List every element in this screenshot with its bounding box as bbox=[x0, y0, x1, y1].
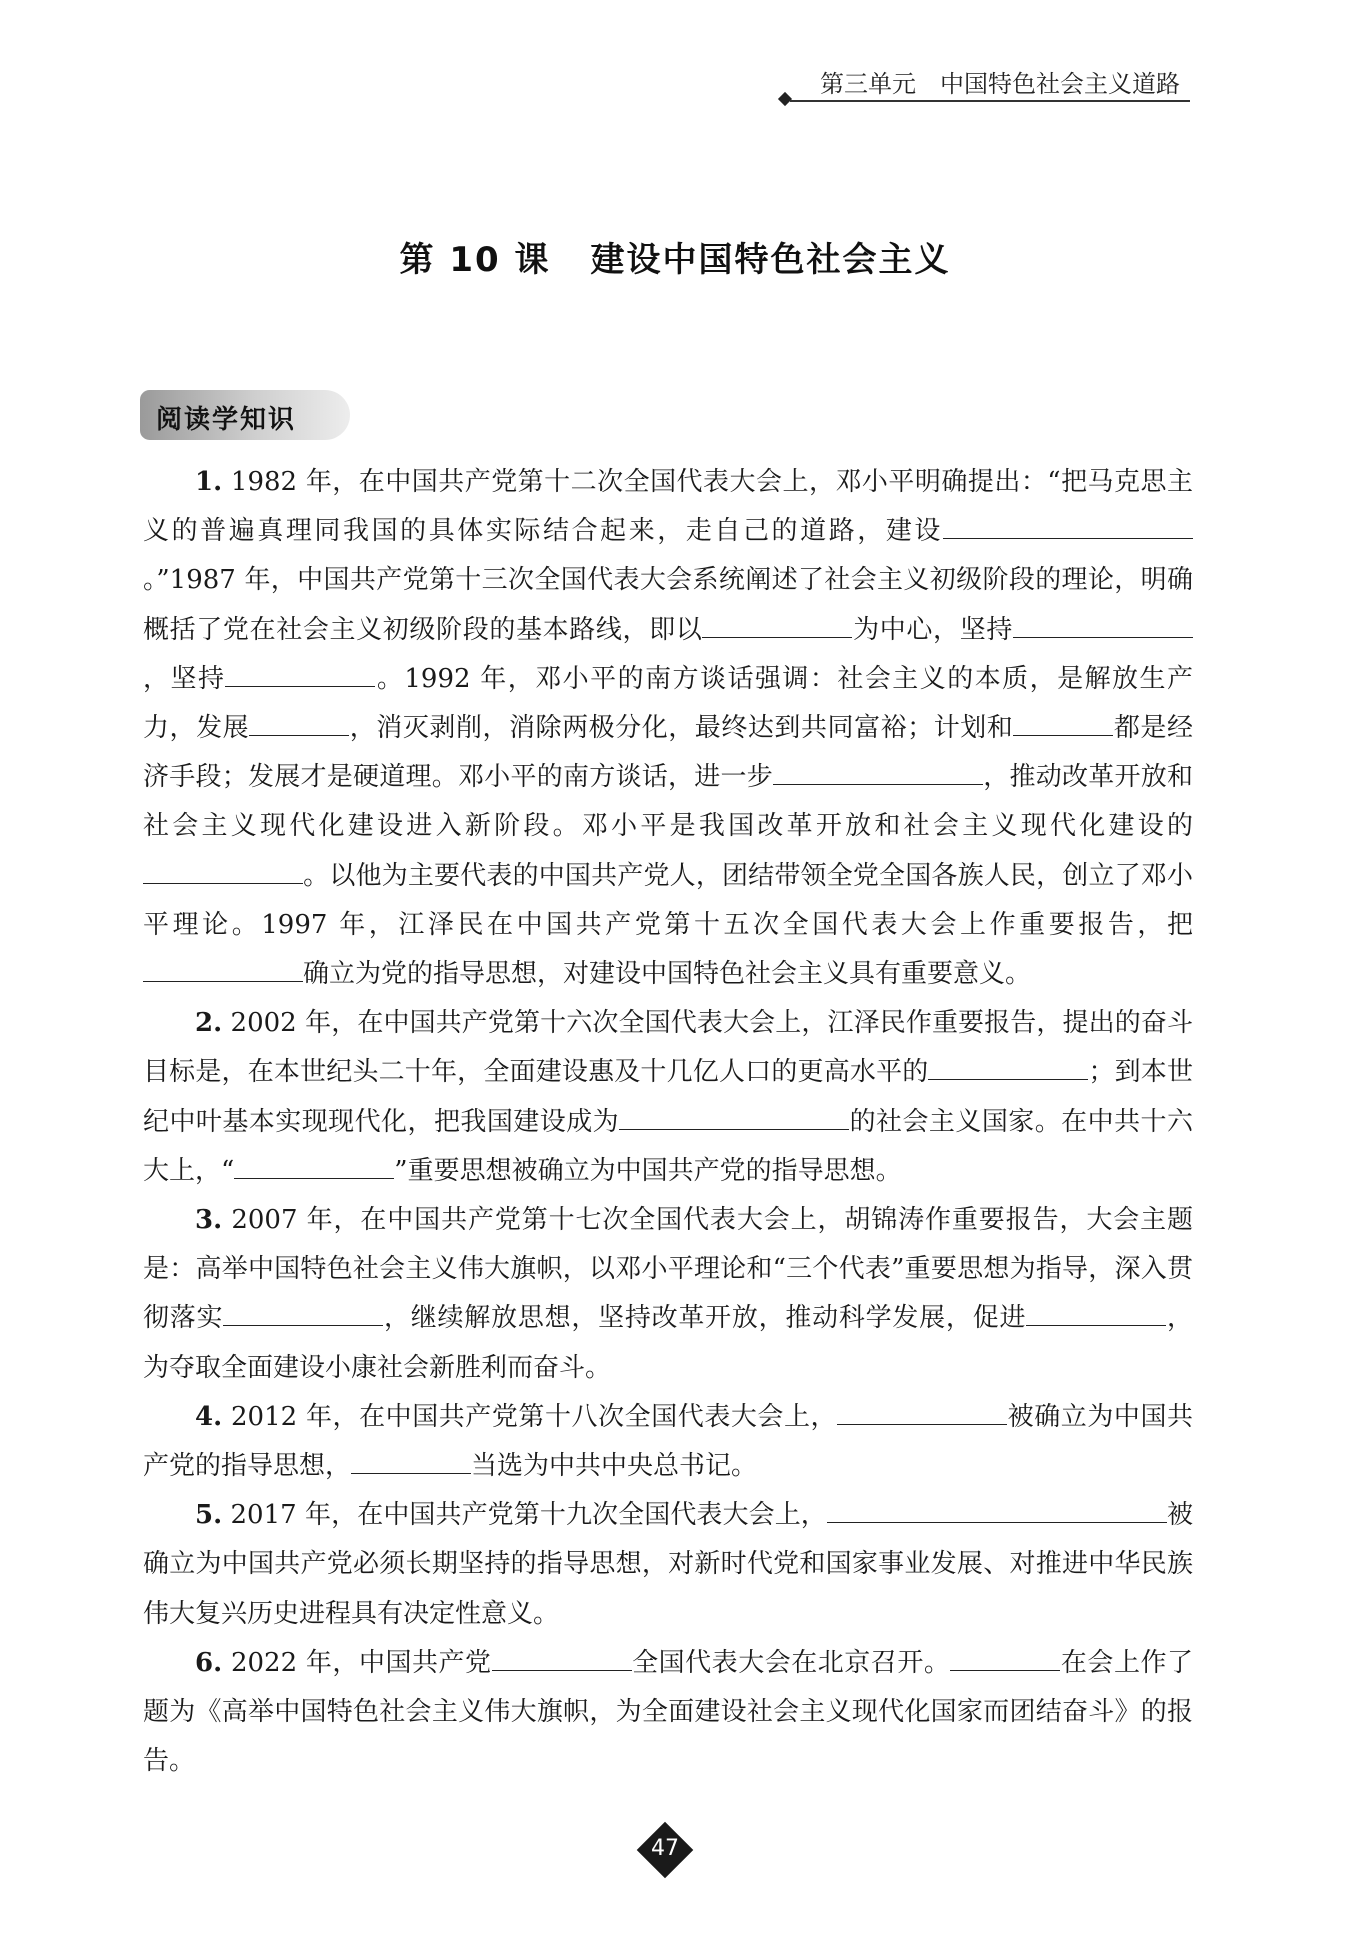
section-tag-label: 阅读学知识 bbox=[156, 405, 297, 435]
question-text: 被确立为中国共产党必须长期坚持的指导思想，对新时代党和国家事业发展、对推进中华民族伟大复兴历史进程具有决定性意义。 bbox=[143, 1500, 1193, 1629]
question-text: 1982 年，在中国共产党第十二次全国代表大会上，邓小平明确提出：“把马克思主义的普遍真理同我国的具体实际结合起来，走自己的道路，建设 bbox=[143, 467, 1193, 547]
question-3 bbox=[143, 1196, 1193, 1393]
answer-blank[interactable] bbox=[492, 1643, 632, 1671]
section-tag bbox=[140, 390, 350, 440]
question-1 bbox=[143, 458, 1193, 999]
lesson-name: 建设中国特色社会主义 bbox=[590, 240, 951, 280]
question-number: 2. bbox=[195, 1008, 223, 1039]
question-5 bbox=[143, 1491, 1193, 1639]
answer-blank[interactable] bbox=[225, 659, 375, 687]
answer-blank[interactable] bbox=[351, 1446, 471, 1474]
question-text: 。”1987 年，中国共产党第十三次全国代表大会系统阐述了社会主义初级阶段的理论，明确概括了党在社会主义初级阶段的基本路线，即以 bbox=[143, 565, 1193, 645]
answer-blank[interactable] bbox=[928, 1052, 1088, 1080]
answer-blank[interactable] bbox=[249, 708, 349, 736]
question-number: 6. bbox=[195, 1647, 223, 1678]
header-rule bbox=[790, 100, 1190, 102]
question-text: ；到本世纪中叶基本实现现代化，把我国建设成为 bbox=[143, 1057, 1193, 1137]
question-text: 确立为党的指导思想，对建设中国特色社会主义具有重要意义。 bbox=[303, 959, 1032, 990]
question-text: 在会上作了题为《高举中国特色社会主义伟大旗帜，为全面建设社会主义现代化国家而团结奋斗》的报告。 bbox=[143, 1647, 1193, 1777]
page-number-text: 47 bbox=[651, 1836, 679, 1861]
lesson-title bbox=[0, 232, 1350, 281]
question-text: 2002 年，在中国共产党第十六次全国代表大会上，江泽民作重要报告，提出的奋斗目标是，在本世纪头二十年，全面建设惠及十几亿人口的更高水平的 bbox=[143, 1008, 1194, 1088]
answer-blank[interactable] bbox=[943, 511, 1193, 539]
answer-blank[interactable] bbox=[1013, 609, 1193, 637]
question-text: 。1992 年，邓小平的南方谈话强调：社会主义的本质，是解放生产力，发展 bbox=[143, 663, 1193, 744]
exercise-content bbox=[143, 458, 1193, 1786]
question-text: 2022 年，中国共产党 bbox=[230, 1647, 492, 1678]
lesson-number: 第 10 课 bbox=[399, 240, 551, 280]
question-number: 5. bbox=[195, 1500, 223, 1531]
question-text: 被确立为中国共产党的指导思想， bbox=[143, 1401, 1194, 1482]
question-text: ，坚持 bbox=[143, 663, 226, 694]
unit-label: 第三单元 bbox=[820, 70, 916, 98]
question-number: 1. bbox=[195, 467, 223, 497]
question-text: 。以他为主要代表的中国共产党人，团结带领全党全国各族人民，创立了邓小平理论。1997 年，江泽民在中国共产党第十五次全国代表大会上作重要报告，把 bbox=[143, 860, 1193, 940]
question-6 bbox=[143, 1639, 1193, 1787]
question-text: 为中心，坚持 bbox=[852, 614, 1013, 645]
question-text: ”重要思想被确立为中国共产党的指导思想。 bbox=[394, 1155, 902, 1186]
question-2 bbox=[143, 999, 1193, 1196]
question-text: ，消灭剥削，消除两极分化，最终达到共同富裕；计划和 bbox=[349, 713, 1014, 744]
question-number: 4. bbox=[195, 1401, 223, 1432]
answer-blank[interactable] bbox=[773, 757, 983, 785]
question-text: 当选为中共中央总书记。 bbox=[471, 1451, 758, 1482]
running-header bbox=[780, 60, 1190, 106]
question-text: 都是经济手段；发展才是硬道理。邓小平的南方谈话，进一步 bbox=[143, 713, 1193, 793]
question-number: 3. bbox=[195, 1205, 223, 1236]
question-text: 全国代表大会在北京召开。 bbox=[631, 1647, 951, 1678]
question-text: ，推动改革开放和社会主义现代化建设进入新阶段。邓小平是我国改革开放和社会主义现代化建设的 bbox=[143, 762, 1193, 842]
answer-blank[interactable] bbox=[223, 1298, 383, 1326]
question-text: ，为夺取全面建设小康社会新胜利而奋斗。 bbox=[143, 1303, 1193, 1383]
answer-blank[interactable] bbox=[143, 855, 303, 883]
question-text: 2017 年，在中国共产党第十九次全国代表大会上， bbox=[230, 1500, 827, 1531]
diamond-bullet-icon bbox=[778, 92, 792, 106]
answer-blank[interactable] bbox=[619, 1101, 849, 1129]
question-text: 2012 年，在中国共产党第十八次全国代表大会上， bbox=[230, 1401, 838, 1432]
answer-blank[interactable] bbox=[837, 1397, 1007, 1425]
question-4 bbox=[143, 1393, 1193, 1491]
unit-title: 中国特色社会主义道路 bbox=[940, 70, 1180, 98]
answer-blank[interactable] bbox=[234, 1151, 394, 1179]
answer-blank[interactable] bbox=[702, 609, 852, 637]
answer-blank[interactable] bbox=[950, 1643, 1060, 1671]
answer-blank[interactable] bbox=[827, 1495, 1167, 1523]
answer-blank[interactable] bbox=[1026, 1298, 1166, 1326]
question-text: ，继续解放思想，坚持改革开放，推动科学发展，促进 bbox=[383, 1303, 1027, 1334]
answer-blank[interactable] bbox=[1013, 708, 1113, 736]
question-text: 2007 年，在中国共产党第十七次全国代表大会上，胡锦涛作重要报告，大会主题是：高举中国特色社会主义伟大旗帜，以邓小平理论和“三个代表”重要思想为指导，深入贯彻落实 bbox=[143, 1205, 1194, 1334]
answer-blank[interactable] bbox=[143, 954, 303, 982]
question-text: 的社会主义国家。在中共十六大上，“ bbox=[143, 1106, 1193, 1186]
page-number bbox=[637, 1822, 693, 1878]
